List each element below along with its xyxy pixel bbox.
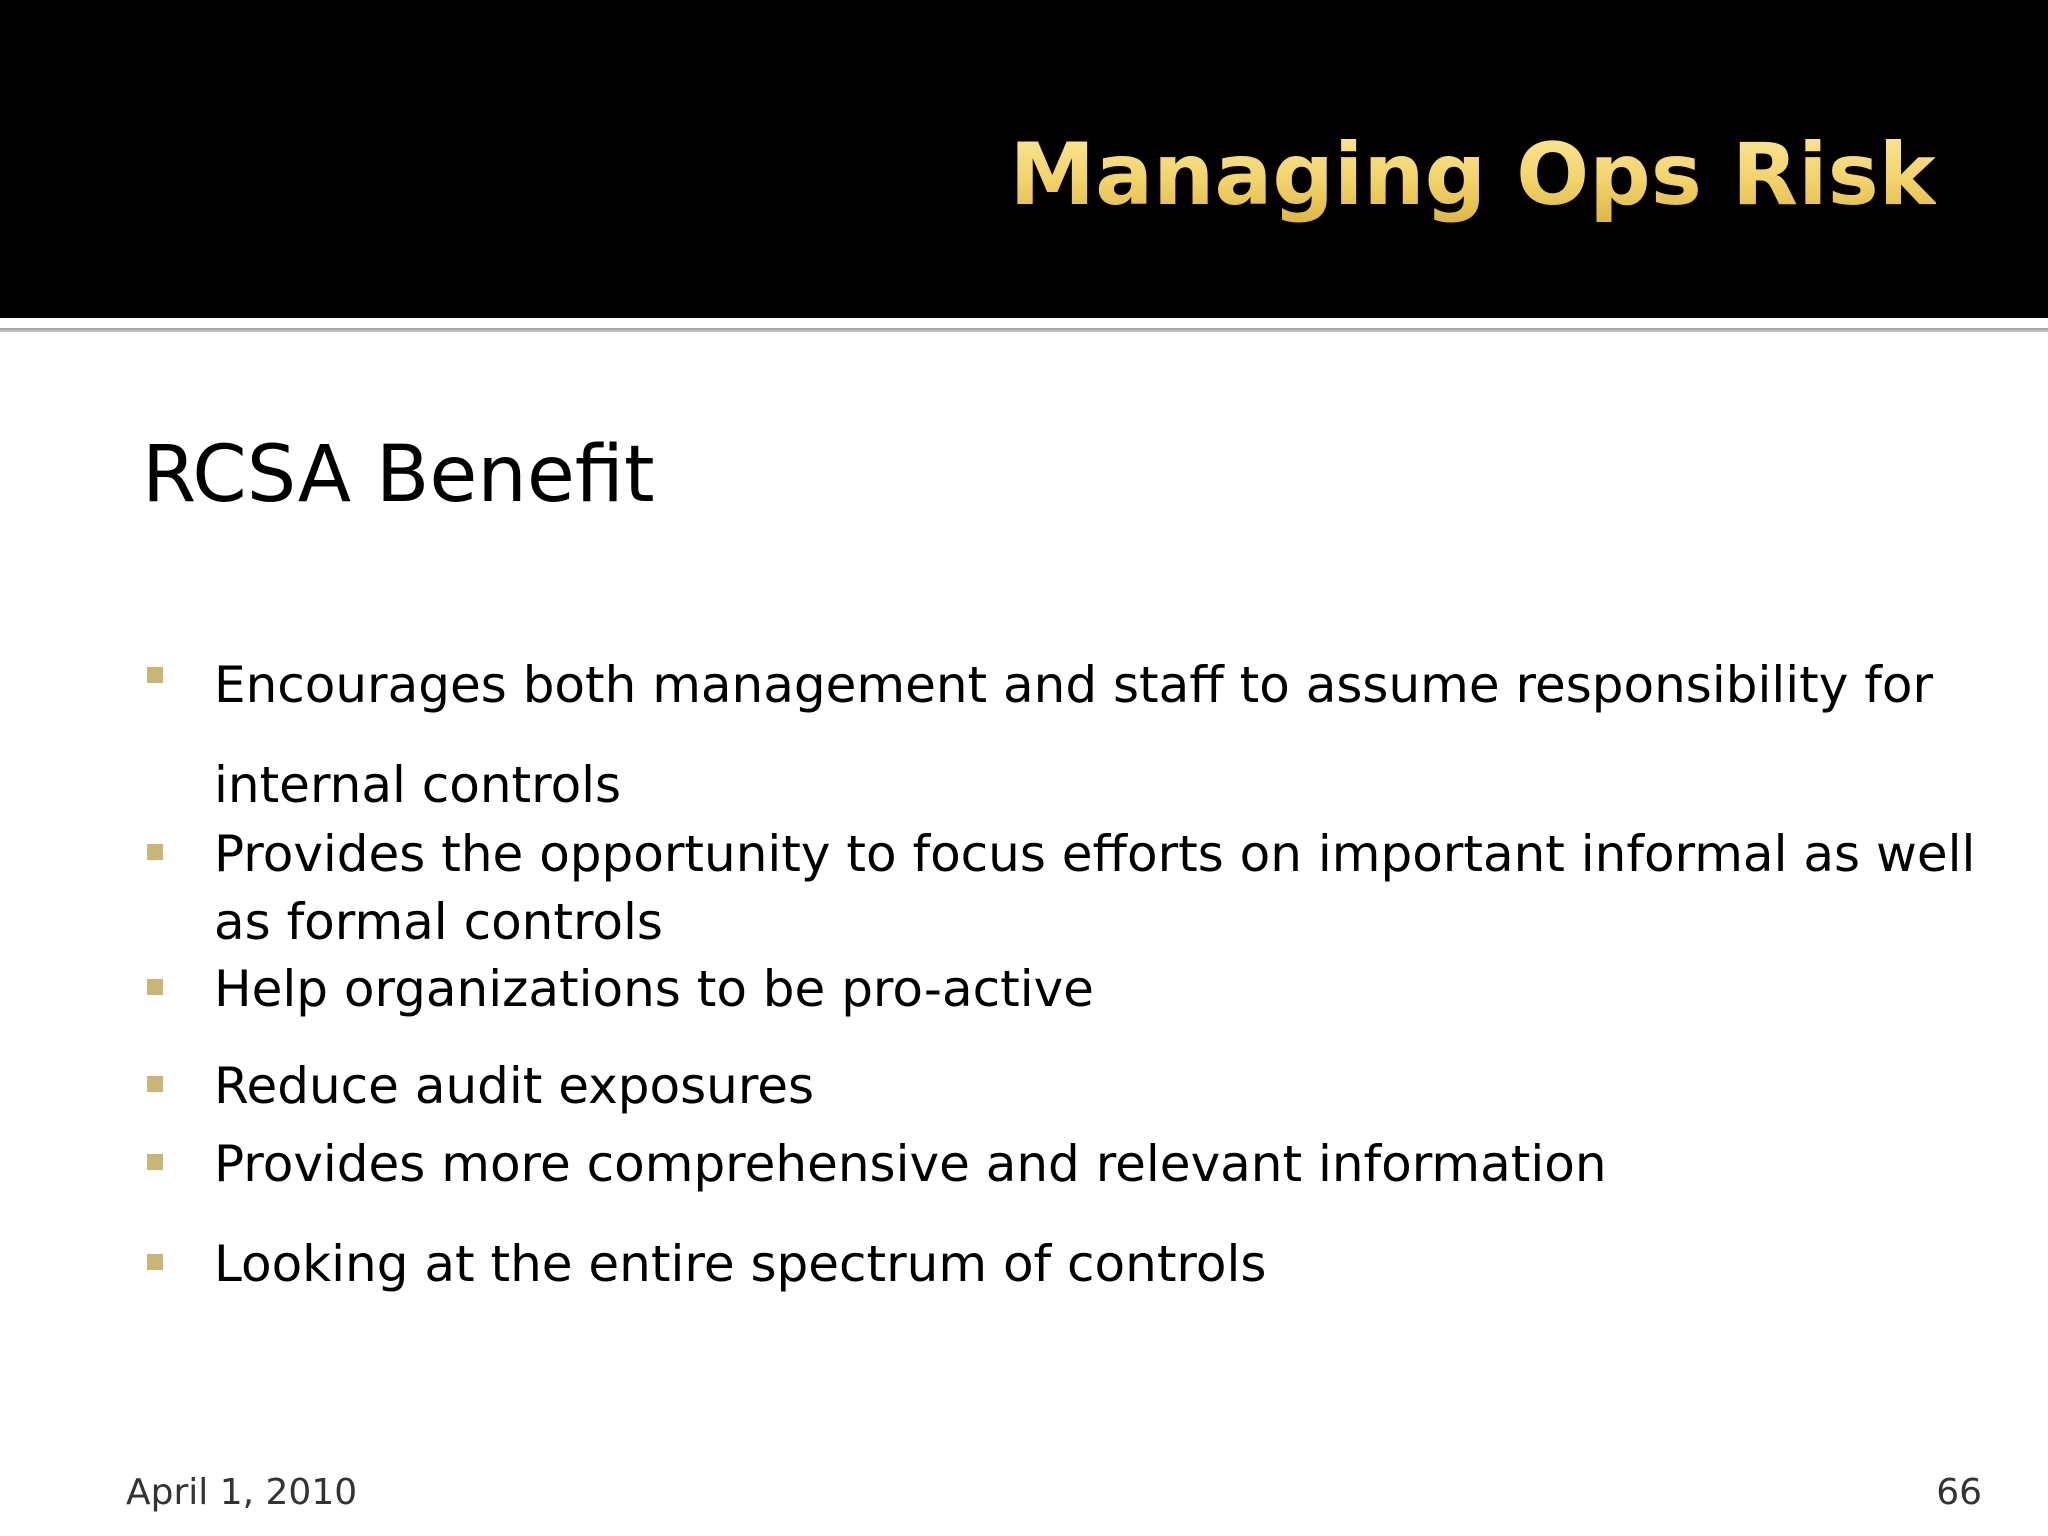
square-bullet-icon bbox=[147, 979, 163, 995]
square-bullet-icon bbox=[147, 1076, 163, 1092]
slide-subtitle: RCSA Benefit bbox=[142, 430, 655, 520]
header-bar bbox=[0, 0, 2048, 318]
bullet-line: Reduce audit exposures bbox=[214, 1057, 815, 1115]
square-bullet-icon bbox=[147, 844, 163, 860]
bullet-text bbox=[214, 1052, 1934, 1120]
bullet-text bbox=[214, 820, 1976, 956]
bullet-text bbox=[214, 1230, 1934, 1298]
bullet-text bbox=[214, 635, 1934, 835]
bullet-text bbox=[214, 1130, 1934, 1198]
bullet-line-continuation: as formal controls bbox=[214, 893, 663, 951]
square-bullet-icon bbox=[147, 667, 163, 683]
bullet-line: Help organizations to be pro-active bbox=[214, 960, 1094, 1018]
bullet-line: Looking at the entire spectrum of controls bbox=[214, 1235, 1267, 1293]
square-bullet-icon bbox=[147, 1154, 163, 1170]
bullet-line-continuation: internal controls bbox=[214, 756, 622, 814]
bullet-text bbox=[214, 955, 1934, 1023]
slide-title: Managing Ops Risk bbox=[1009, 120, 1936, 230]
footer-page-number: 66 bbox=[1936, 1472, 1982, 1513]
footer-date: April 1, 2010 bbox=[126, 1472, 358, 1513]
bullet-line: Encourages both management and staff to assume responsibility for bbox=[214, 656, 1933, 714]
header-divider bbox=[0, 328, 2048, 332]
bullet-line: Provides the opportunity to focus efforts on important informal as well bbox=[214, 825, 1976, 883]
bullet-line: Provides more comprehensive and relevant information bbox=[214, 1135, 1607, 1193]
square-bullet-icon bbox=[147, 1254, 163, 1270]
